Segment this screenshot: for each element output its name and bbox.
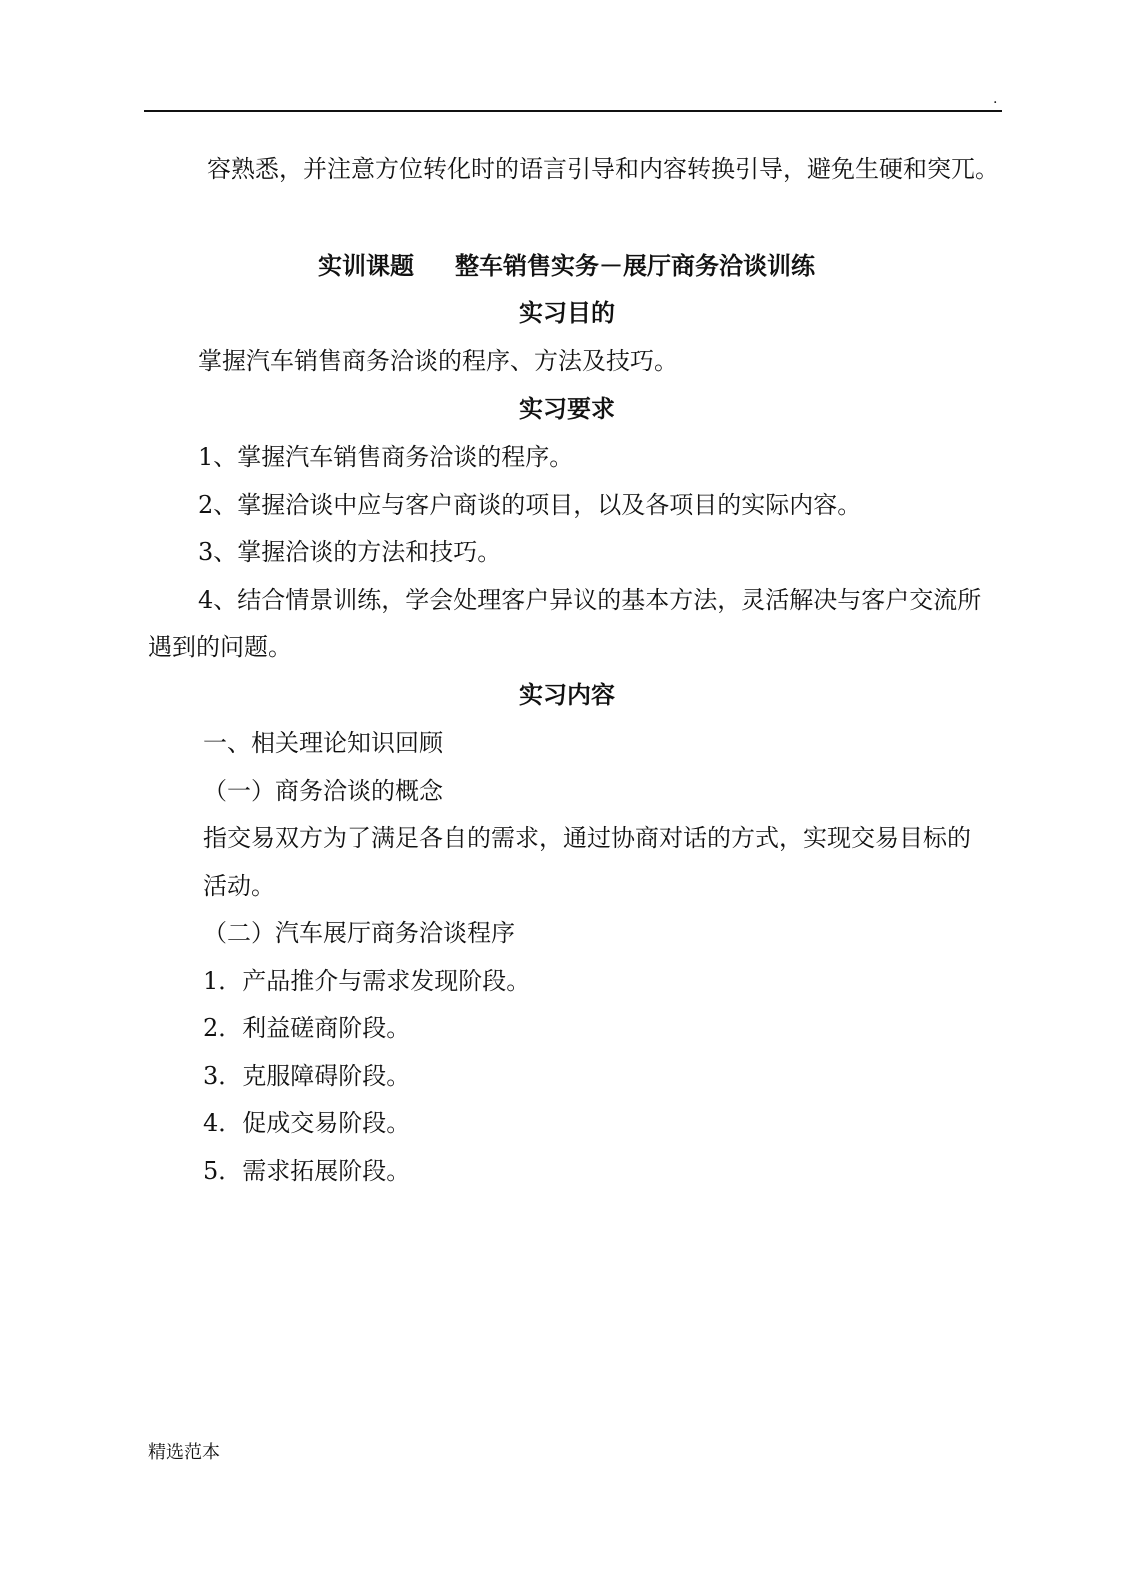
step-3: 3．克服障碍阶段。: [203, 1062, 411, 1090]
step-4: 4．促成交易阶段。: [203, 1109, 411, 1137]
title-text: 整车销售实务－展厅商务洽谈训练: [455, 251, 815, 280]
requirement-3: 3、掌握洽谈的方法和技巧。: [198, 538, 502, 566]
title-label: 实训课题: [318, 251, 414, 280]
requirement-2: 2、掌握洽谈中应与客户商谈的项目，以及各项目的实际内容。: [198, 491, 862, 519]
definition-line2: 活动。: [203, 872, 275, 900]
requirement-4-line2: 遇到的问题。: [148, 633, 292, 661]
heading-content: 实习内容: [519, 680, 615, 709]
subsection-2: （二）汽车展厅商务洽谈程序: [203, 919, 515, 947]
header-mark: .: [993, 91, 998, 107]
purpose-text: 掌握汽车销售商务洽谈的程序、方法及技巧。: [198, 347, 678, 375]
header-rule: [144, 110, 1002, 112]
step-2: 2．利益磋商阶段。: [203, 1014, 411, 1042]
step-1: 1．产品推介与需求发现阶段。: [203, 967, 531, 995]
subsection-1: （一）商务洽谈的概念: [203, 777, 443, 805]
heading-purpose: 实习目的: [519, 298, 615, 327]
section-1: 一、相关理论知识回顾: [203, 729, 443, 757]
heading-requirements: 实习要求: [519, 394, 615, 423]
footer-text: 精选范本: [148, 1442, 220, 1463]
definition-line1: 指交易双方为了满足各自的需求，通过协商对话的方式，实现交易目标的: [203, 824, 971, 852]
step-5: 5．需求拓展阶段。: [203, 1157, 411, 1185]
continued-paragraph: 容熟悉，并注意方位转化时的语言引导和内容转换引导，避免生硬和突兀。: [207, 155, 999, 183]
requirement-1: 1、掌握汽车销售商务洽谈的程序。: [198, 443, 574, 471]
requirement-4-line1: 4、结合情景训练，学会处理客户异议的基本方法，灵活解决与客户交流所: [198, 586, 982, 614]
